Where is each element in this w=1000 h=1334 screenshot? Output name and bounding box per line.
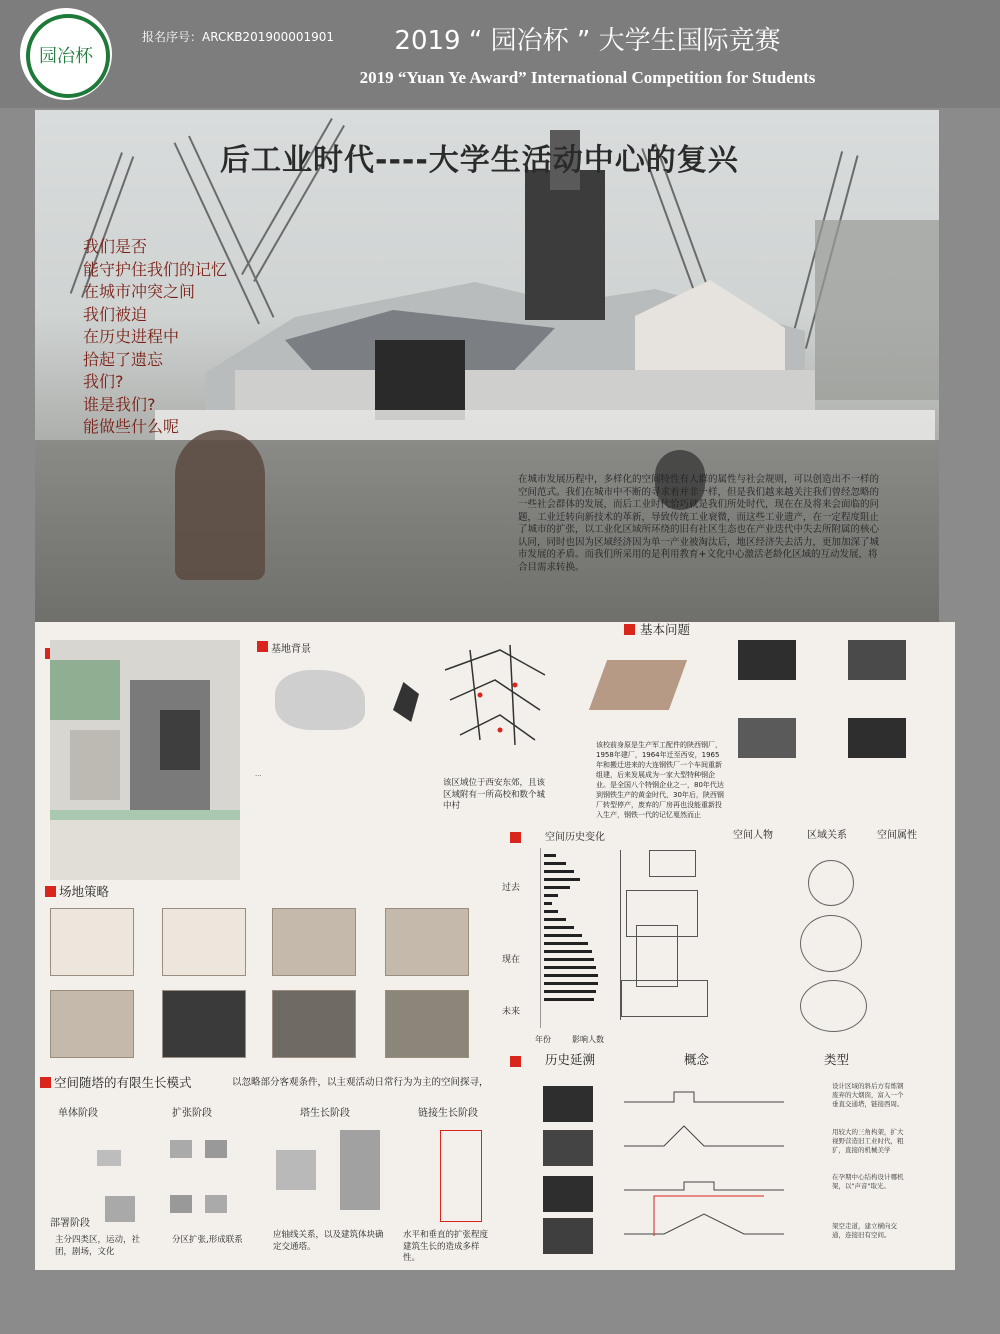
space-people-heading: 空间人物: [733, 830, 773, 841]
concept-heading: 概念: [684, 1052, 710, 1067]
poster-title: 后工业时代----大学生活动中心的复兴: [220, 143, 739, 178]
strategy-tile: [162, 908, 246, 976]
deploy-desc: 主分四类区，运动，社团，剧场，文化: [55, 1235, 141, 1257]
title-chinese: 2019 “ 园冶杯 ” 大学生国际竞赛: [394, 26, 781, 56]
block-model: [105, 1196, 135, 1222]
factory-history: 该校前身原是生产军工配件的陕西钢厂，1958年建厂，1964年迁至西安，1965年和搬迁进来的大连钢铁厂一个车间重新组建，后来发展成为一家大型特种钢企业。是全国八个特钢企业之一，80年代达到钢铁生产的黄金时代，30年后，陕西钢厂转型停产，废弃的厂房再也没能重新投入生产，钢铁一代的记忆戛然而止: [596, 741, 724, 819]
poem-line: 谁是我们?: [83, 394, 156, 414]
x-axis-label: 年份: [535, 1035, 551, 1044]
historic-photo: [738, 640, 796, 680]
site-note: …: [255, 770, 262, 778]
type-note: 设计区域的斜后方有炼钢废弃的大烟囱，富入一个垂直交通塔，链接西周。: [832, 1082, 904, 1108]
impact-bars: [540, 852, 600, 1012]
section-marker: [40, 1077, 51, 1088]
expand-desc: 分区扩张,形成联系: [172, 1235, 243, 1245]
competition-logo: 园冶杯: [20, 8, 112, 100]
strategy-tile: [272, 990, 356, 1058]
site-location-text: 该区域位于西安东郊，且该区域附有一所高校和数个城中村: [443, 778, 546, 811]
site-plan: [50, 640, 240, 840]
y-axis-label: 影响人数: [572, 1035, 604, 1044]
historic-photo: [848, 718, 906, 758]
history-photo: [543, 1218, 593, 1254]
tower-model: [276, 1150, 316, 1190]
deploy-stage-label: 部署阶段: [50, 1218, 90, 1229]
block-model: [97, 1150, 121, 1166]
stage-label: 链接生长阶段: [418, 1108, 478, 1119]
type-heading: 类型: [824, 1052, 850, 1067]
registration-number: 报名序号：ARCKB201900001901: [142, 30, 335, 44]
concept-sections: [624, 1086, 784, 1256]
historic-photo: [848, 640, 906, 680]
section-marker: [510, 1056, 521, 1067]
phase-label: 过去: [502, 883, 521, 893]
phase-axis: [500, 848, 541, 1028]
link-desc: 水平和垂直的扩张程度建筑生长的造成多样性。: [403, 1230, 489, 1263]
poem-line: 在历史进程中: [83, 327, 180, 346]
poem: [83, 236, 273, 439]
relation-circle: [800, 915, 862, 972]
poem-line: 能守护住我们的记忆: [83, 259, 228, 279]
history-extend-heading: 历史延溯: [545, 1052, 596, 1067]
history-photo: [543, 1130, 593, 1166]
history-photo: [543, 1176, 593, 1212]
poem-line: 我们是否: [83, 237, 148, 256]
growth-mode-desc: 以忽略部分客观条件，以主观活动日常行为为主的空间探寻，: [232, 1077, 489, 1088]
tower-desc: 应轴线关系，以及建筑体块确定交通塔。: [273, 1230, 384, 1252]
relation-circle: [808, 860, 854, 906]
stage-label: 扩张阶段: [172, 1108, 212, 1119]
history-flow-diagram: [620, 850, 716, 1020]
type-note: 用较大的三角构架，扩大视野营造旧工业时代，粗犷，直接的机械美学: [832, 1128, 904, 1154]
stage-label: 单体阶段: [58, 1108, 98, 1119]
poem-line: 能做些什么呢: [83, 417, 180, 436]
basic-issues-heading: 基本问题: [640, 622, 691, 637]
type-note: 在孕期中心结构设计哪机架，以"声音"取光。: [832, 1173, 904, 1190]
china-map: [275, 670, 365, 730]
strategy-tile: [162, 990, 246, 1058]
site-diagram: [440, 640, 550, 750]
title-english: 2019 “Yuan Ye Award” International Competition for Students: [359, 68, 816, 87]
historic-photo: [738, 718, 796, 758]
growth-mode-heading: 空间随塔的有限生长模式: [54, 1075, 192, 1090]
hero-description: 在城市发展历程中，多样化的空间特性有人群的属性与社会规则，可以创造出不一样的空间范式。我们在城市中不断的寻求着并非一样，但是我们越来越关注我们曾经忽略的一些社会群体的发展，而后工业时代恰巧就是我们所处时代，现在在及将来会面临的问题，工业迁转向新技术的革新，导致传统工业衰微，而这些工业遗产，在一定程度阻止了城市的扩张，以工业化区域所环绕的旧有社区生态也在产业迭代中失去所附属的核心认同，同时也因为区域经济因为单一产业被淘汰后，地区经济失去活力，更加加深了城市发展的矛盾。而我们所采用的是利用教育+文化中心激活老龄化区域的互动发展，将合目需求转换。: [518, 474, 880, 573]
strategy-tile: [385, 990, 469, 1058]
phase-label: 现在: [502, 955, 521, 965]
relation-circle: [800, 980, 867, 1032]
tower-model: [340, 1130, 380, 1210]
link-model: [440, 1130, 482, 1222]
space-attr-heading: 空间属性: [877, 830, 917, 841]
poem-line: 我们?: [83, 372, 124, 391]
stage-label: 塔生长阶段: [300, 1108, 350, 1119]
history-photo: [543, 1086, 593, 1122]
strategy-tile: [50, 908, 134, 976]
section-marker: [510, 832, 521, 843]
strategy-tile: [385, 908, 469, 976]
strategy-tile: [272, 908, 356, 976]
section-marker: [45, 886, 56, 897]
phase-label: 未来: [502, 1007, 521, 1017]
section-marker: [257, 641, 268, 652]
expansion-diagram: [165, 1135, 235, 1225]
space-history-heading: 空间历史变化: [545, 832, 605, 843]
sports-field-plan: [50, 820, 240, 880]
poem-line: 拾起了遗忘: [83, 349, 164, 369]
site-background-heading: 基地背景: [271, 644, 311, 655]
strategy-tile: [50, 990, 134, 1058]
poem-line: 我们被迫: [83, 304, 148, 324]
poem-line: 在城市冲突之间: [83, 282, 196, 301]
section-marker: [624, 624, 635, 635]
seated-figure: [175, 430, 265, 580]
site-strategy-heading: 场地策略: [59, 884, 110, 899]
type-note: 架空走道，建立横向交通，连接旧有空间。: [832, 1222, 897, 1239]
region-relation-heading: 区域关系: [807, 830, 847, 841]
footer-bar: [0, 1270, 1000, 1334]
